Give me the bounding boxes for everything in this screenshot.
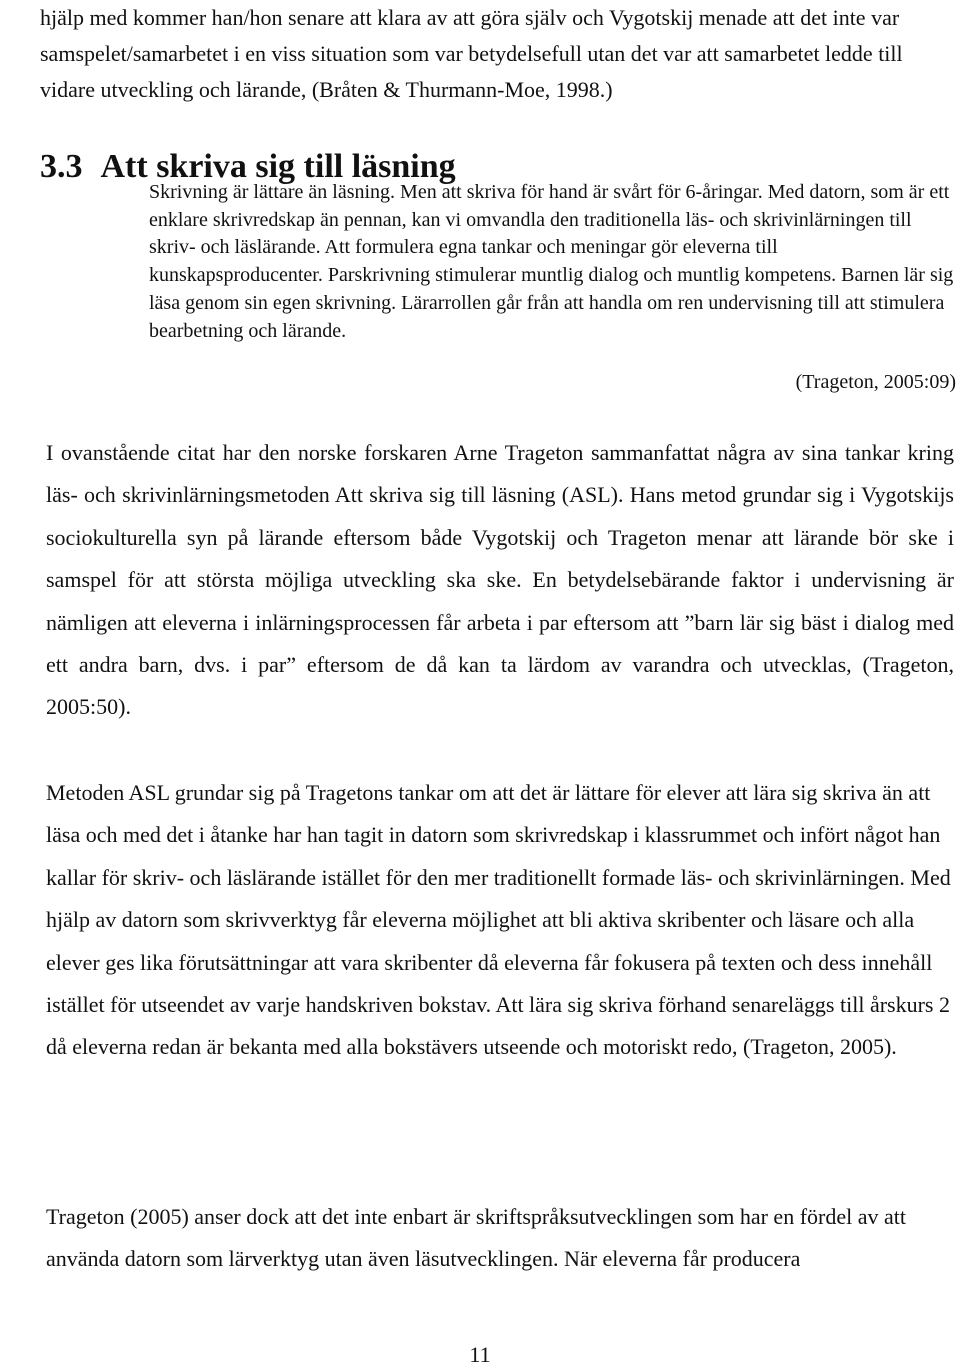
quote-citation: (Trageton, 2005:09) bbox=[795, 371, 956, 393]
body-paragraph-3: Trageton (2005) anser dock att det inte enbart är skriftspråksutvecklingen som har en fördel av att använda datorn som lärverktyg utan även läsutvecklingen. När eleverna får producera bbox=[46, 1204, 906, 1272]
body-paragraph-1: I ovanstående citat har den norske forskaren Arne Trageton sammanfattat några av sina tankar kring läs- och skrivinlärningsmetoden Att skriva sig till läsning (ASL). Hans metod grundar sig i Vygotskijs sociokulturella syn på lärande eftersom både Vygotskij och Trageton menar att lärande bör ske i samspel för att största möjliga utveckling ska ske. En betydelsebärande faktor i undervisning är nämligen att eleverna i inlärningsprocessen får arbeta i par eftersom att ”barn lär sig bäst i dialog med ett andra barn, dvs. i par” eftersom de då kan ta lärdom av varandra och utvecklas, (Trageton, 2005:50). bbox=[46, 440, 954, 720]
section-number: 3.3 bbox=[40, 148, 83, 185]
page-number: 11 bbox=[469, 1342, 491, 1367]
section-title: Att skriva sig till läsning bbox=[100, 148, 456, 185]
body-paragraph-2: Metoden ASL grundar sig på Tragetons tankar om att det är lättare för elever att lära sig skriva än att läsa och med det i åtanke har han tagit in datorn som skrivredskap i klassrummet och infört något han kallar för skriv- och läslärande istället för den mer traditionellt formade läs- och skrivinlärningen. Med hjälp av datorn som skrivverktyg får eleverna möjlighet att bli aktiva skribenter och läsare och alla elever ges lika förutsättningar att vara skribenter då eleverna får fokusera på texten och dess innehåll istället för utseendet av varje handskriven bokstav. Att lära sig skriva förhand senareläggs till årskurs 2 då eleverna redan är bekanta med alla bokstävers utseende och motoriskt redo, (Trageton, 2005). bbox=[46, 780, 951, 1060]
block-quote bbox=[149, 179, 955, 345]
intro-paragraph bbox=[40, 0, 950, 108]
intro-text: hjälp med kommer han/hon senare att klara av att göra själv och Vygotskij menade att det inte var samspelet/samarbetet i en viss situation som var betydelsefull utan det var att samarbetet ledde till vidare utveckling och lärande, (Bråten & Thurmann-Moe, 1998.) bbox=[40, 5, 903, 102]
quote-text: Skrivning är lättare än läsning. Men att skriva för hand är svårt för 6-åringar. Med datorn, som är ett enklare skrivredskap än pennan, kan vi omvandla den traditionella läs- och skrivinlärningen till skriv- och läslärande. Att formulera egna tankar och meningar gör eleverna till kunskapsproducenter. Parskrivning stimulerar muntlig dialog och muntlig kompetens. Barnen lär sig läsa genom sin egen skrivning. Lärarrollen går från att handla om ren undervisning till att stimulera bearbetning och lärande. bbox=[149, 181, 954, 342]
